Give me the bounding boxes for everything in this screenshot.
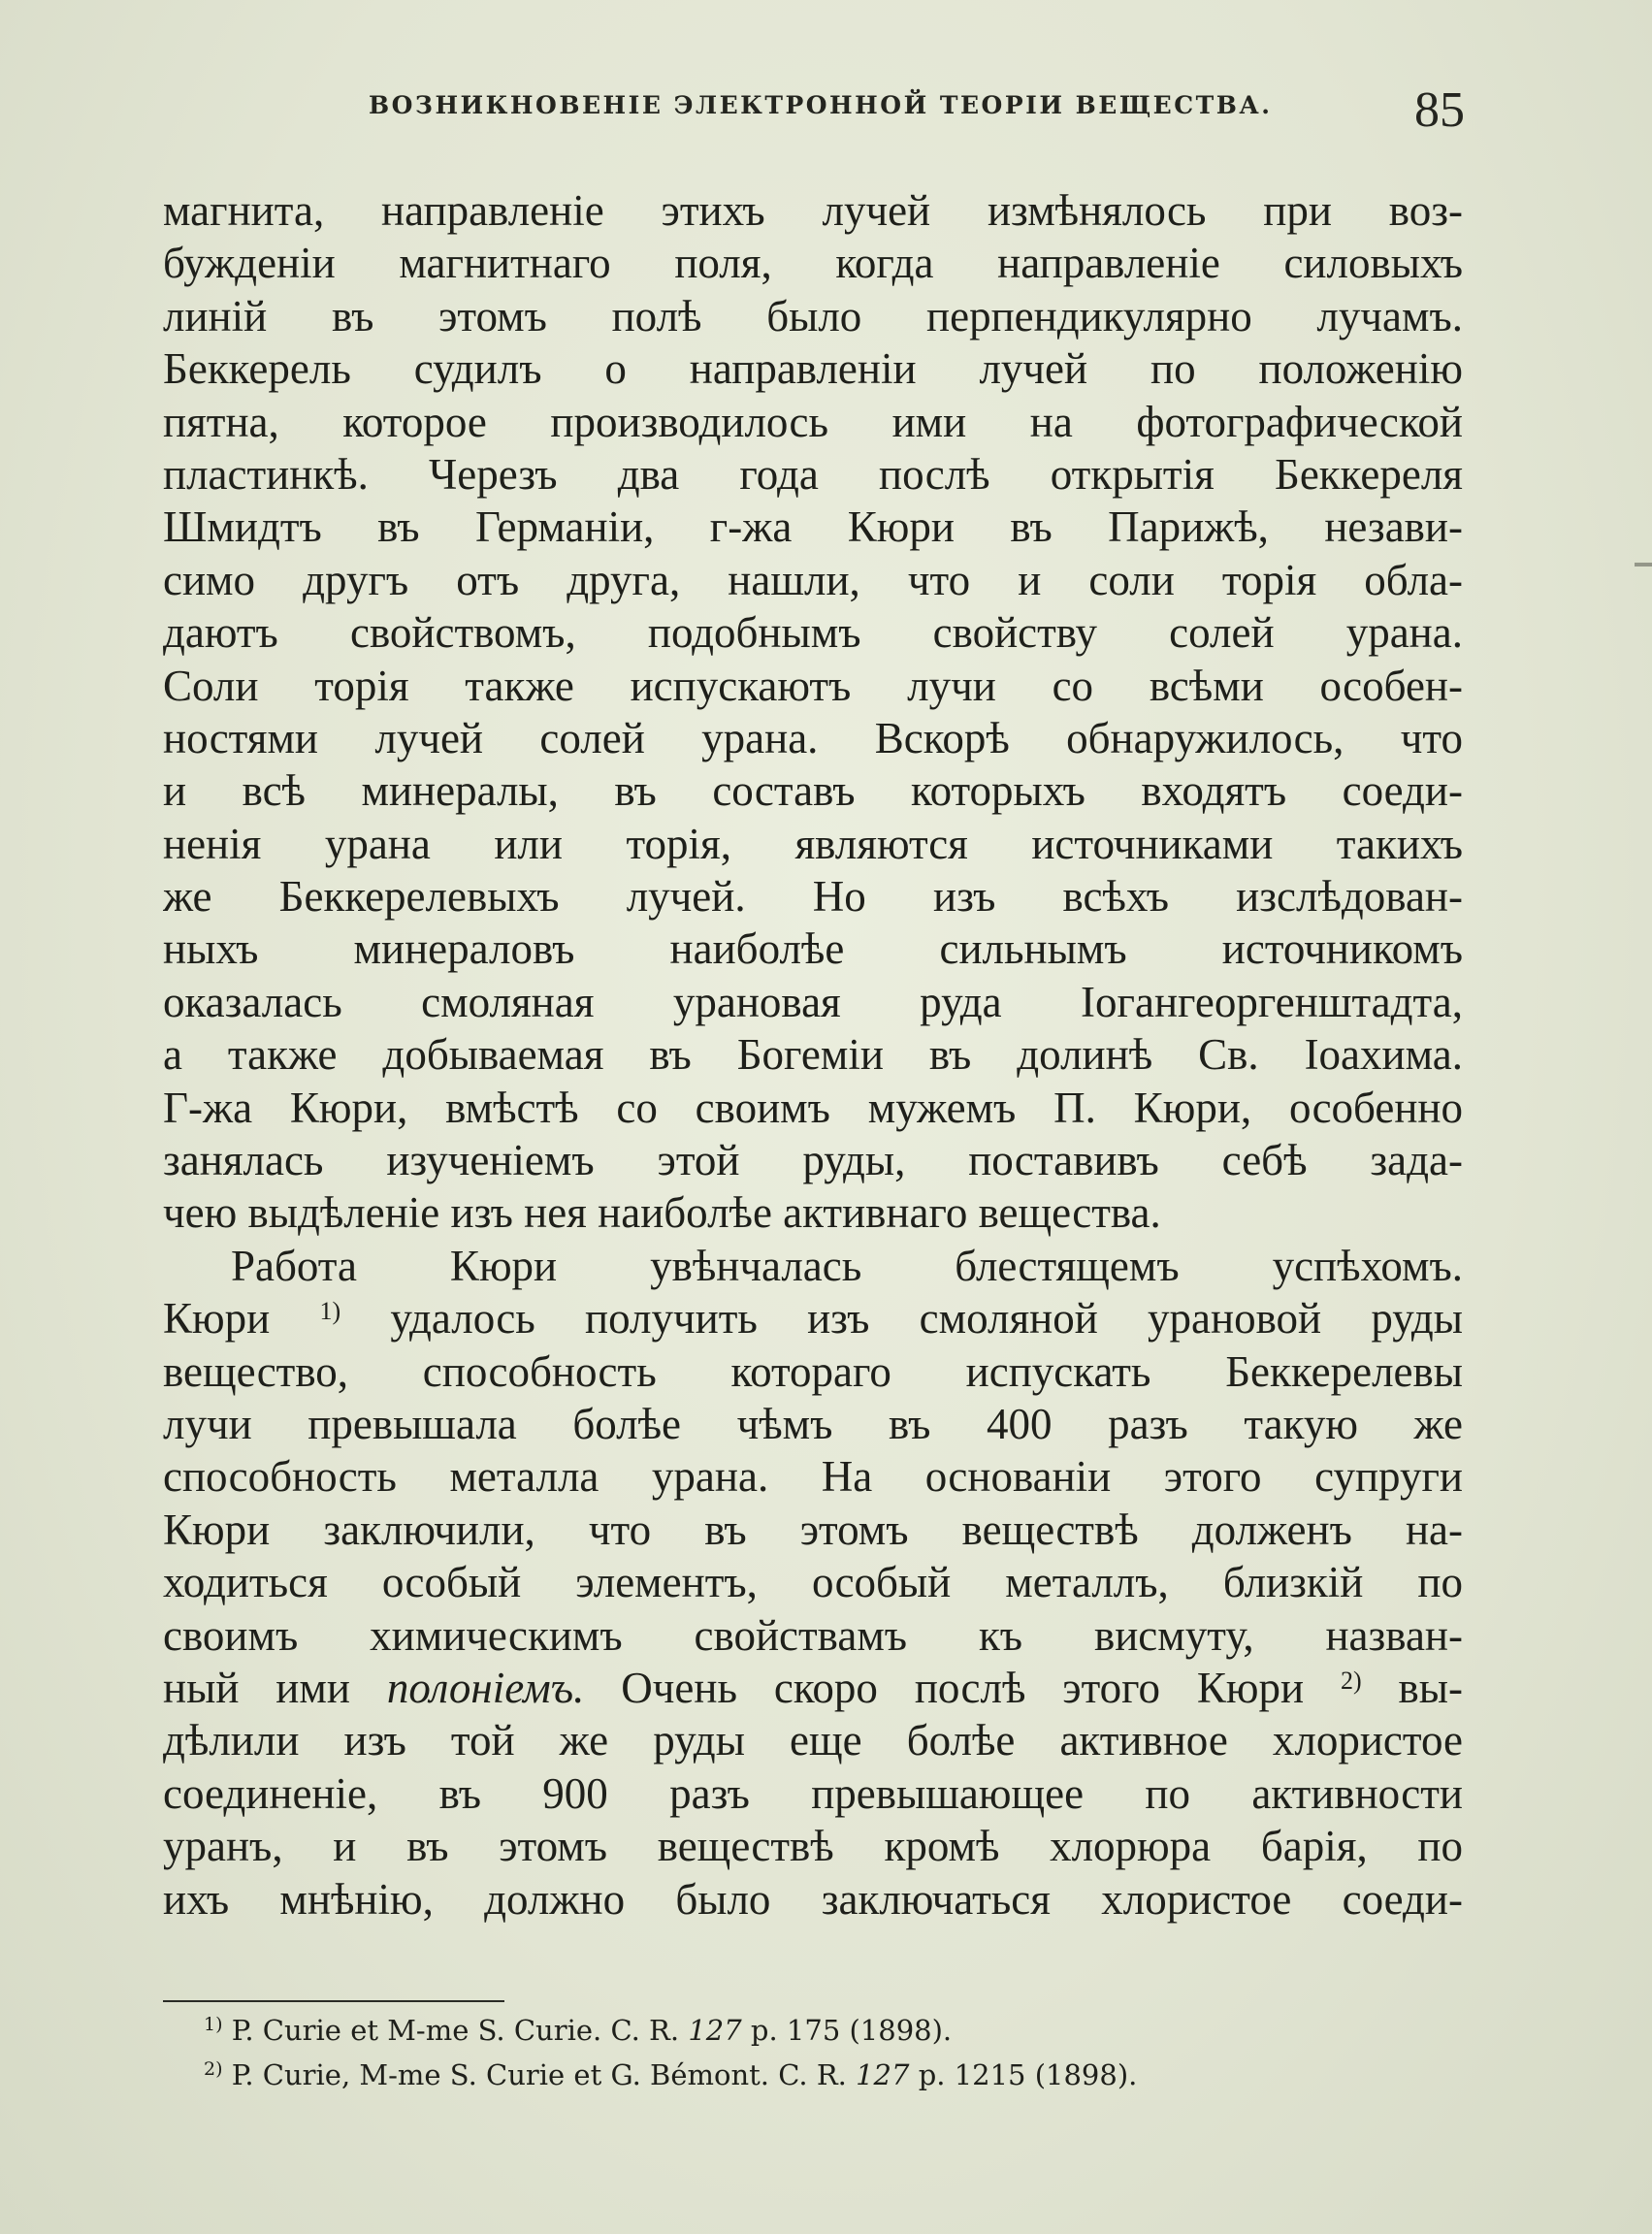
text-line: ходиться особый элементъ, особый металлъ, близкій по — [163, 1558, 1463, 1607]
text-line: дѣлили изъ той же руды еще болѣе активное хлористое — [163, 1716, 1463, 1765]
italic-term: полоніемъ. — [386, 1663, 585, 1712]
text-fragment: ный ими — [163, 1663, 350, 1712]
text-line: бужденіи магнитнаго поля, когда направленіе силовыхъ — [163, 239, 1463, 288]
footnote-volume: 127 — [688, 2014, 742, 2047]
text-line: ихъ мнѣнію, должно было заключаться хлористое соеди- — [163, 1874, 1463, 1924]
text-line: оказалась смоляная урановая руда Іогангеоргенштадта, — [163, 977, 1463, 1026]
text-line: ныхъ минераловъ наиболѣе сильнымъ источникомъ — [163, 924, 1463, 974]
text-line: занялась изученіемъ этой руды, поставивъ себѣ зада- — [163, 1136, 1463, 1185]
text-line — [163, 1292, 1463, 1344]
text-line: Соли торія также испускаютъ лучи со всѣми особен- — [163, 661, 1463, 710]
text-fragment: вы- — [1398, 1663, 1463, 1712]
running-title: ВОЗНИКНОВЕНІЕ ЭЛЕКТРОННОЙ ТЕОРІИ ВЕЩЕСТВА. — [369, 91, 1273, 119]
text-line: симо другъ отъ друга, нашли, что и соли торія обла- — [163, 555, 1463, 604]
text-line: Шмидтъ въ Германіи, г-жа Кюри въ Парижѣ, незави- — [163, 502, 1463, 552]
footnote-mark: 1) — [204, 2014, 223, 2035]
text-line: линій въ этомъ полѣ было перпендикулярно лучамъ. — [163, 291, 1463, 340]
text-line: же Беккерелевыхъ лучей. Но изъ всѣхъ изслѣдован- — [163, 872, 1463, 922]
footnote-1 — [204, 2008, 1465, 2053]
page-header — [369, 82, 1465, 144]
text-line — [163, 1662, 1463, 1714]
text-line: своимъ химическимъ свойствамъ къ висмуту, назван- — [163, 1610, 1463, 1660]
footnote-reference-1: 1) — [319, 1297, 341, 1326]
footnote-pages: p. 1215 (1898). — [918, 2058, 1138, 2091]
text-line: пятна, которое производилось ими на фотографической — [163, 397, 1463, 446]
body-text — [163, 184, 1463, 1926]
footnote-divider — [163, 2000, 504, 2002]
text-line: Кюри заключили, что въ этомъ веществѣ долженъ на- — [163, 1505, 1463, 1554]
text-fragment: удалось получить изъ смоляной урановой руды — [390, 1294, 1463, 1344]
text-line: пластинкѣ. Черезъ два года послѣ открытія Беккереля — [163, 449, 1463, 499]
footnote-volume: 127 — [856, 2058, 910, 2091]
footnotes — [204, 2008, 1465, 2097]
footnote-reference-2: 2) — [1340, 1666, 1362, 1695]
footnote-citation: P. Curie, M-me S. Curie et G. Bémont. C. R. — [231, 2058, 847, 2091]
text-line: ностями лучей солей урана. Вскорѣ обнаружилось, что — [163, 713, 1463, 762]
text-line: способность металла урана. На основаніи этого супруги — [163, 1452, 1463, 1502]
text-line: а также добываемая въ Богеміи въ долинѣ Св. Іоахима. — [163, 1030, 1463, 1080]
paper-speck — [1635, 563, 1652, 567]
footnote-pages: p. 175 (1898). — [750, 2014, 953, 2047]
text-line: даютъ свойствомъ, подобнымъ свойству солей урана. — [163, 608, 1463, 658]
text-line: ненія урана или торія, являются источниками такихъ — [163, 819, 1463, 868]
text-line-paragraph-start: Работа Кюри увѣнчалась блестящемъ успѣхомъ. — [231, 1241, 1463, 1290]
text-line: уранъ, и въ этомъ веществѣ кромѣ хлорюра барія, по — [163, 1822, 1463, 1871]
text-fragment: Кюри — [163, 1294, 271, 1344]
text-line: лучи превышала болѣе чѣмъ въ 400 разъ такую же — [163, 1399, 1463, 1448]
footnote-2 — [204, 2053, 1465, 2097]
page-number: 85 — [1414, 82, 1465, 138]
text-line: чею выдѣленіе изъ нея наиболѣе активнаго вещества. — [163, 1188, 1161, 1238]
text-line: соединеніе, въ 900 разъ превышающее по активности — [163, 1768, 1463, 1818]
text-fragment: Очень скоро послѣ этого Кюри — [621, 1663, 1305, 1712]
text-line: Г-жа Кюри, вмѣстѣ со своимъ мужемъ П. Кюри, особенно — [163, 1083, 1463, 1132]
text-line: магнита, направленіе этихъ лучей измѣнялось при воз- — [163, 186, 1463, 235]
text-line: Беккерель судилъ о направленіи лучей по положенію — [163, 344, 1463, 394]
footnote-mark: 2) — [204, 2058, 223, 2080]
footnote-citation: P. Curie et M-me S. Curie. C. R. — [231, 2014, 680, 2047]
text-line: вещество, способность котораго испускать Беккерелевы — [163, 1346, 1463, 1396]
text-line: и всѣ минералы, въ составъ которыхъ входятъ соеди- — [163, 766, 1463, 816]
